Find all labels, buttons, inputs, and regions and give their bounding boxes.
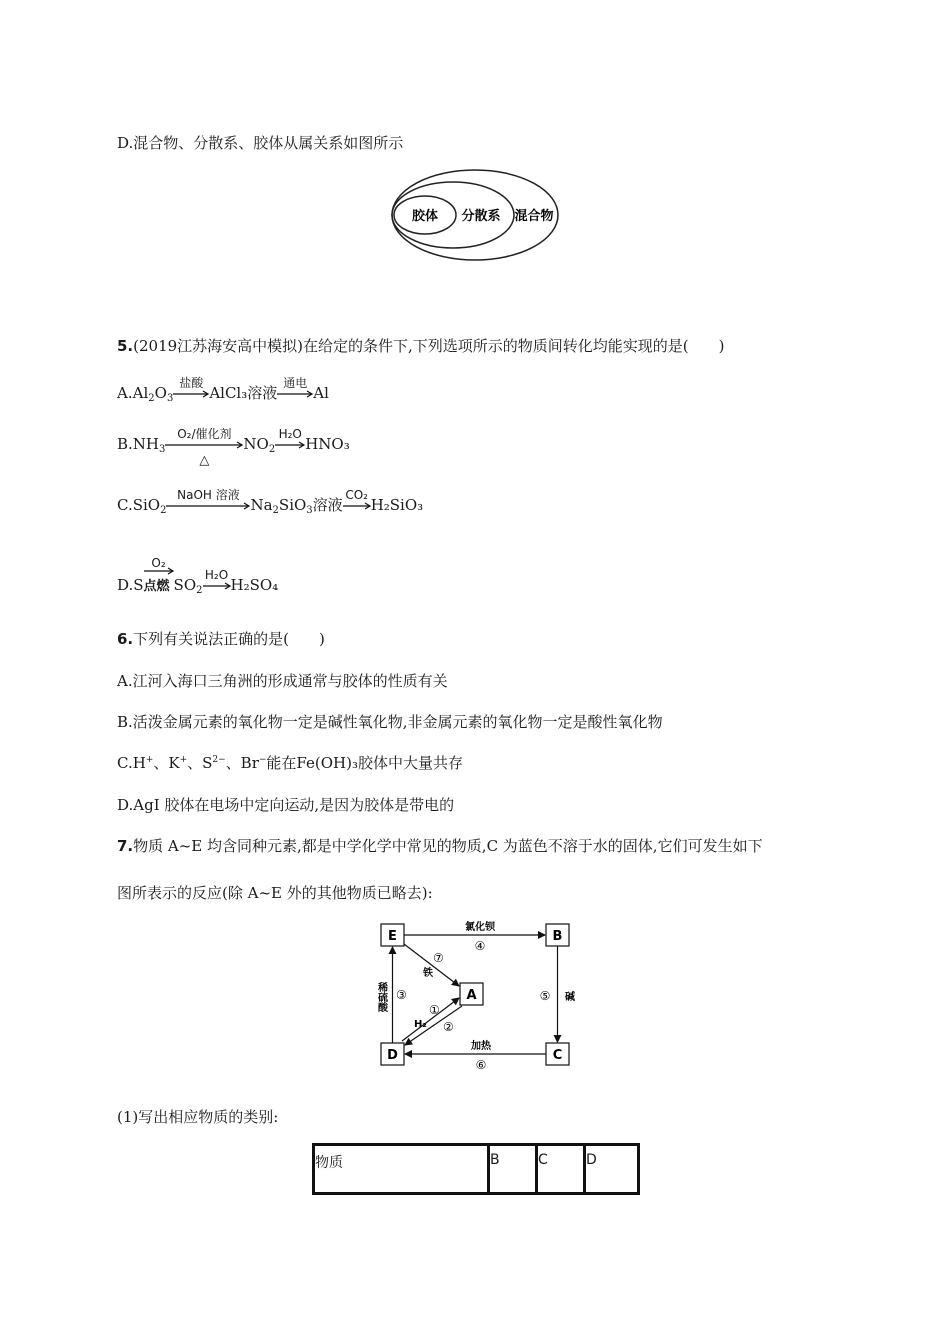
num-e-b: ④ <box>474 939 486 953</box>
table-header-cell: 物质 <box>314 1145 489 1194</box>
num-a-d: ② <box>443 1020 454 1034</box>
num-d-a: ① <box>429 1003 440 1017</box>
table-col-b: B <box>489 1145 537 1194</box>
q5-option-d: D.S O₂ 点燃 $SO_2$ H₂O H₂SO₄ <box>117 556 279 596</box>
node-d <box>381 1043 404 1065</box>
label-b-c: 碱 <box>565 992 575 1003</box>
classification-table <box>312 1143 640 1195</box>
q6-option-c: C.H+、K+、$S^{2-}$、Br−能在Fe(OH)₃胶体中大量共存 <box>117 754 463 772</box>
svg-text:C: C <box>552 1048 563 1063</box>
q5-c-arrow1: NaOH 溶液 <box>166 502 250 510</box>
q5-c-arrow2: CO₂ <box>343 502 371 510</box>
label-e-a: 铁 <box>423 968 433 979</box>
question-7-number: 7. <box>117 837 134 855</box>
question-7-sub1: (1)写出相应物质的类别: <box>117 1108 279 1126</box>
table-col-c: C <box>537 1145 585 1194</box>
q5-b-arrow1: O₂/催化剂 △ <box>165 441 243 449</box>
question-7-stem-line1: 7.物质 A~E 均含同种元素,都是中学化学中常见的物质,C 为蓝色不溶于水的固体,它们可发生如下 <box>117 837 763 855</box>
q5-a-arrow2: 通电 <box>277 390 313 398</box>
q5-d-arrow2: H₂O <box>203 582 231 590</box>
question-6-stem: 6.下列有关说法正确的是( ) <box>117 630 325 648</box>
q5-a-arrow1: 盐酸 <box>173 390 209 398</box>
venn-middle-label: 分散系 <box>461 209 501 224</box>
svg-text:A: A <box>466 988 477 1003</box>
num-d-e: ③ <box>396 988 407 1002</box>
question-6-number: 6. <box>117 630 134 648</box>
q6-option-b: B.活泼金属元素的氧化物一定是碱性氧化物,非金属元素的氧化物一定是酸性氧化物 <box>117 713 663 731</box>
venn-inner-label: 胶体 <box>411 209 439 224</box>
num-c-d: ⑥ <box>475 1058 487 1072</box>
q5-option-c: C.SiO$_2$ NaOH 溶液 $Na_2SiO_3$溶液 CO₂ H₂SiO₃ <box>117 488 424 516</box>
num-e-a: ⑦ <box>433 951 444 965</box>
question-5-stem: 5.(2019江苏海安高中模拟)在给定的条件下,下列选项所示的物质间转化均能实现的是( ) <box>117 337 725 355</box>
num-b-c: ⑤ <box>539 989 551 1003</box>
reaction-diagram <box>375 920 580 1072</box>
svg-text:E: E <box>388 929 397 944</box>
venn-diagram <box>390 168 560 262</box>
svg-text:B: B <box>552 929 563 944</box>
question-7-stem-line2: 图所表示的反应(除 A~E 外的其他物质已略去): <box>117 884 433 902</box>
question-5-number: 5. <box>117 337 134 355</box>
q6-option-d: D.AgI 胶体在电场中定向运动,是因为胶体是带电的 <box>117 796 455 814</box>
arrow-e-a <box>404 944 459 986</box>
svg-text:D: D <box>387 1048 398 1063</box>
label-d-a: H₂ <box>414 1019 427 1030</box>
node-e <box>381 924 404 946</box>
venn-outer-label: 混合物 <box>514 209 554 224</box>
option-d-text: D.混合物、分散系、胶体从属关系如图所示 <box>117 134 404 152</box>
table-row <box>314 1145 639 1194</box>
label-e-b: 氯化钡 <box>465 922 495 933</box>
q5-option-a: $A.Al_2O_3$ 盐酸 AlCl₃溶液 通电 Al <box>117 376 329 404</box>
q5-b-arrow2: H₂O <box>275 441 305 449</box>
label-c-d: 加热 <box>471 1041 491 1052</box>
node-a <box>460 983 483 1005</box>
node-c <box>546 1043 569 1065</box>
q6-option-a: A.江河入海口三角洲的形成通常与胶体的性质有关 <box>117 672 448 690</box>
q5-d-arrow1: O₂ 点燃 <box>144 575 174 597</box>
q5-option-b: $B.NH_3$ O₂/催化剂 △ $NO_2$ H₂O HNO₃ <box>117 427 350 468</box>
label-d-e: 稀硫酸 <box>375 982 387 1012</box>
node-b <box>546 924 569 946</box>
table-col-d: D <box>585 1145 639 1194</box>
